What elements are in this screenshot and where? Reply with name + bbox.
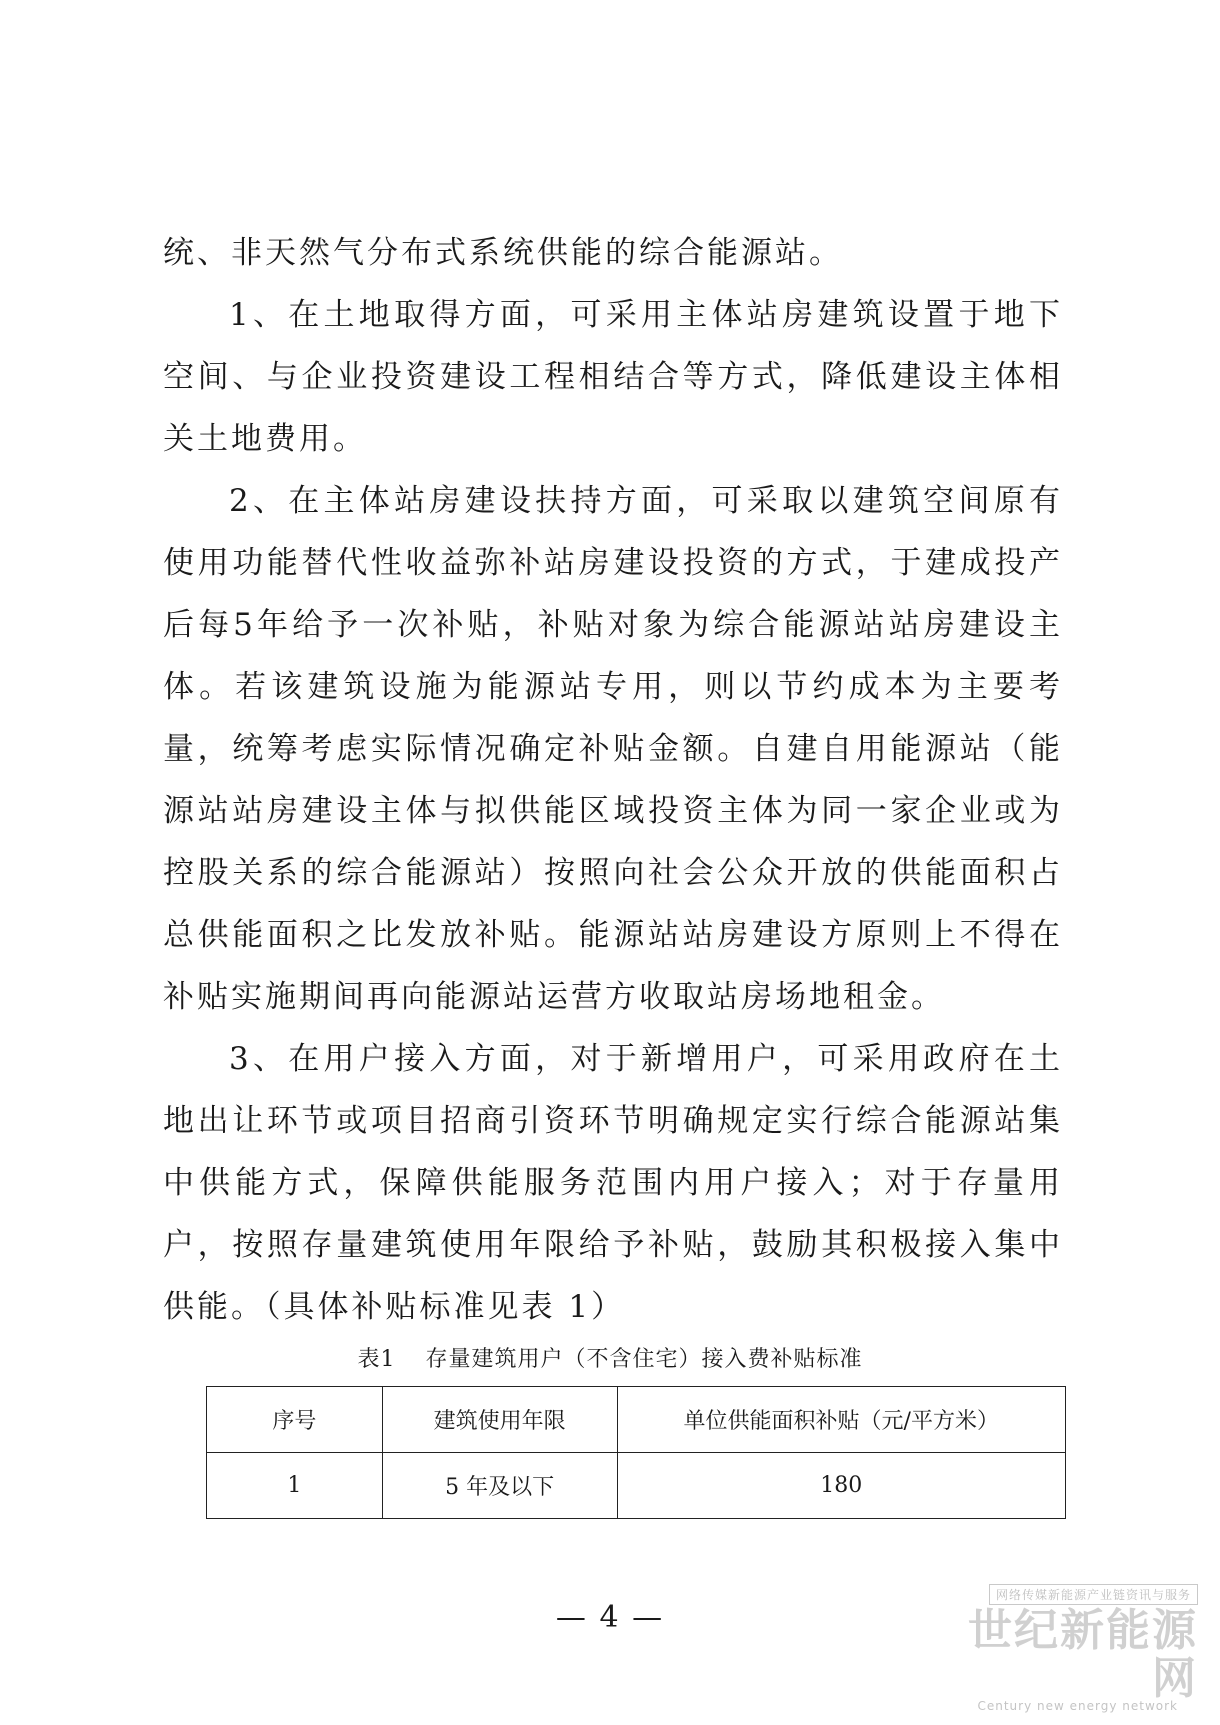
- table-cell: 5 年及以下: [382, 1453, 617, 1519]
- table-caption: [0, 1342, 1220, 1373]
- watermark: [958, 1584, 1198, 1713]
- table-header-row: [207, 1387, 1066, 1453]
- page-number: — 4 —: [555, 1600, 665, 1635]
- paragraph-0: 统、非天然气分布式系统供能的综合能源站。: [163, 235, 843, 271]
- table-caption-title: 存量建筑用户（不含住宅）接入费补贴标准: [425, 1347, 863, 1372]
- paragraph-1: 1、在土地取得方面，可采用主体站房建筑设置于地下空间、与企业投资建设工程相结合等方式，降低建设主体相关土地费用。: [163, 297, 1063, 457]
- watermark-tagline: 网络传媒新能源产业链资讯与服务: [989, 1584, 1198, 1605]
- table-cell: 180: [617, 1453, 1065, 1519]
- table-cell: 1: [207, 1453, 383, 1519]
- watermark-logo: 世纪新能源网: [968, 1605, 1198, 1704]
- document-body: [163, 222, 1063, 1338]
- table-header-cell: 建筑使用年限: [382, 1387, 617, 1453]
- table-row: [207, 1453, 1066, 1519]
- table-header-cell: 序号: [207, 1387, 383, 1453]
- paragraph-3: 3、在用户接入方面，对于新增用户，可采用政府在土地出让环节或项目招商引资环节明确规定实行综合能源站集中供能方式，保障供能服务范围内用户接入；对于存量用户，按照存量建筑使用年限给予补贴，鼓励其积极接入集中供能。（具体补贴标准见表 1）: [163, 1041, 1063, 1325]
- table-caption-number: 表1: [357, 1347, 396, 1372]
- subsidy-standard-table: [206, 1386, 1066, 1519]
- watermark-subtitle: Century new energy network: [977, 1699, 1178, 1713]
- paragraph-2: 2、在主体站房建设扶持方面，可采取以建筑空间原有使用功能替代性收益弥补站房建设投资的方式，于建成投产后每5年给予一次补贴，补贴对象为综合能源站站房建设主体。若该建筑设施为能源站专用，则以节约成本为主要考量，统筹考虑实际情况确定补贴金额。自建自用能源站（能源站站房建设主体与拟供能区域投资主体为同一家企业或为控股关系的综合能源站）按照向社会公众开放的供能面积占总供能面积之比发放补贴。能源站站房建设方原则上不得在补贴实施期间再向能源站运营方收取站房场地租金。: [163, 483, 1063, 1015]
- table-header-cell: 单位供能面积补贴（元/平方米）: [617, 1387, 1065, 1453]
